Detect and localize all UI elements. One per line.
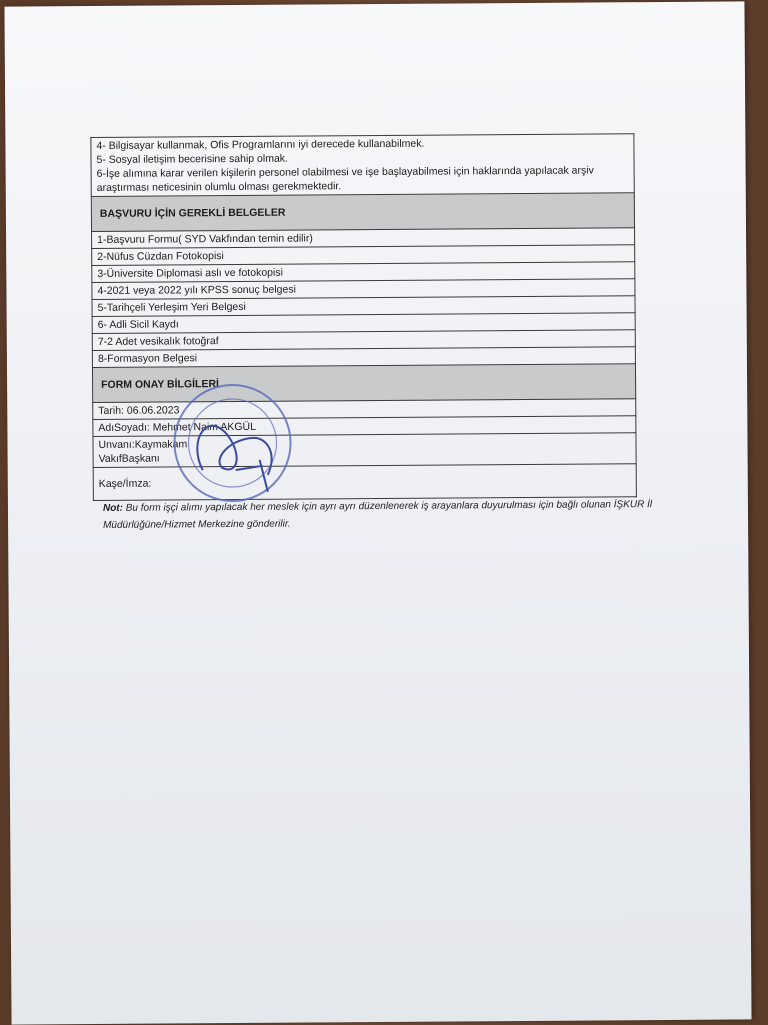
document-item: 1-Başvuru Formu( SYD Vakfından temin edilir) — [92, 228, 635, 249]
document-item: 6- Adli Sicil Kaydı — [92, 313, 635, 334]
footer-note — [103, 496, 663, 534]
requirement-item: 4- Bilgisayar kullanmak, Ofis Programlarını iyi derecede kullanabilmek. — [96, 137, 425, 152]
document-page — [4, 1, 751, 1024]
document-item: 5-Tarihçeli Yerleşim Yeri Belgesi — [92, 296, 635, 317]
approval-date: Tarih: 06.06.2023 — [93, 399, 636, 420]
document-item: 2-Nüfus Cüzdan Fotokopisi — [92, 245, 635, 266]
requirement-item: 5- Sosyal iletişim becerisine sahip olmak. — [96, 152, 288, 166]
requirement-item: 6-İşe alımına karar verilen kişilerin personel olabilmesi ve işe başlayabilmesi için haklarında yapılacak arşiv araştırması neticesinin olumlu olması gerekmektedir. — [96, 164, 594, 194]
documents-section-title: BAŞVURU İÇİN GEREKLİ BELGELER — [91, 193, 634, 232]
requirements-row — [91, 134, 634, 197]
approval-section-title: FORM ONAY BİLGİLERİ — [92, 364, 635, 403]
official-stamp-icon — [167, 380, 298, 507]
approval-title-line: Unvanı:Kaymakam — [98, 438, 188, 451]
approval-name: AdıSoyadı: Mehmet Naim AKGÜL — [93, 416, 636, 437]
approval-title-line: VakıfBaşkanı — [98, 452, 160, 465]
requirements-cell — [91, 134, 634, 197]
stamp-signature-field: Kaşe/İmza: — [93, 464, 636, 501]
note-label: Not: — [102, 502, 123, 514]
document-item: 8-Formasyon Belgesi — [92, 347, 635, 368]
document-item: 7-2 Adet vesikalık fotoğraf — [92, 330, 635, 351]
document-item: 3-Üniversite Diplomasi aslı ve fotokopisi — [92, 262, 635, 283]
document-item: 4-2021 veya 2022 yılı KPSS sonuç belgesi — [92, 279, 635, 300]
note-text: Bu form işçi alımı yapılacak her meslek için ayrı ayrı düzenlenerek iş arayanlara duyurulması için bağlı olunan İŞKUR İl Müdürlüğüne/Hizmet Merkezine gönderilir. — [103, 499, 653, 531]
